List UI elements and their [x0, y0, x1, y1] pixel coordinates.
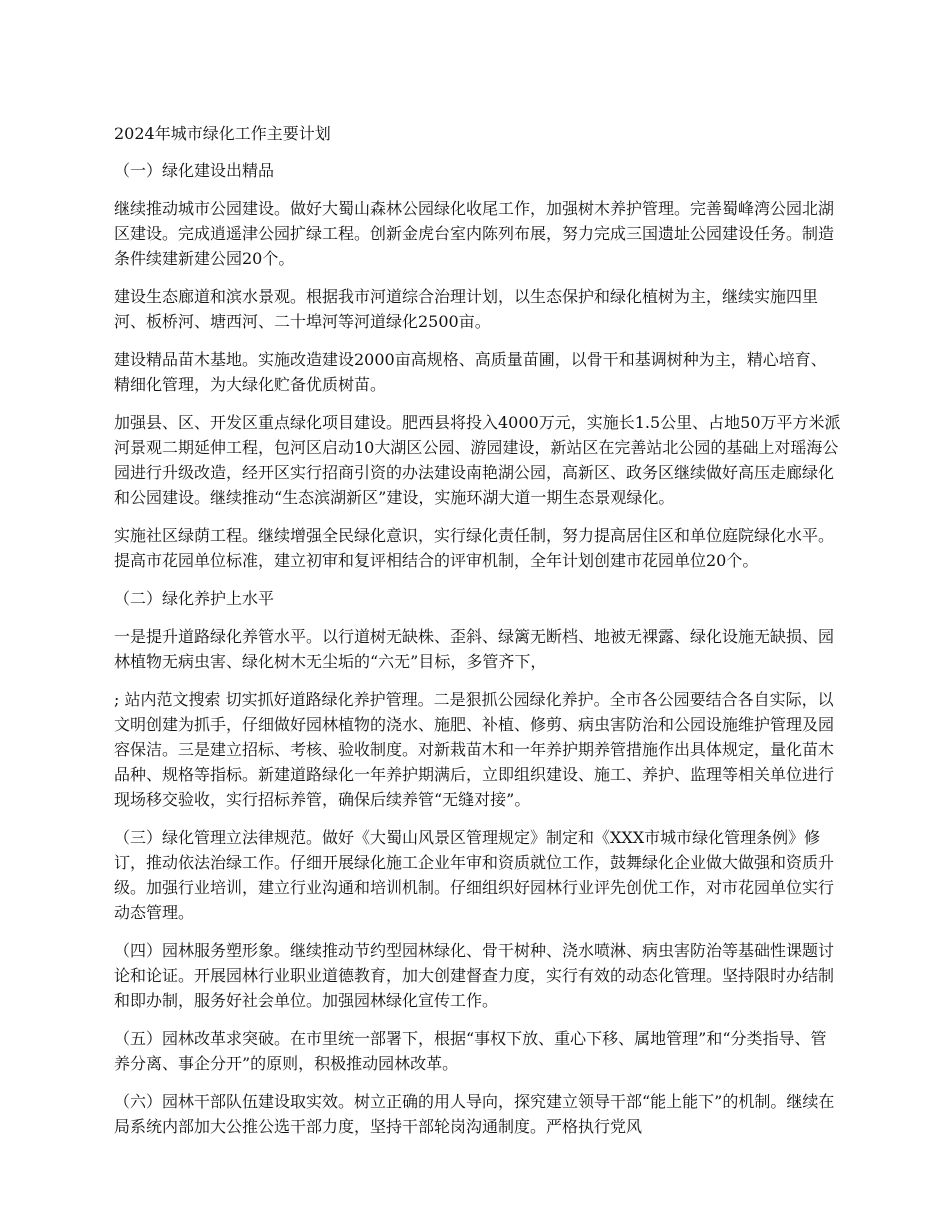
paragraph-road-maintenance: 一是提升道路绿化养管水平。以行道树无缺株、歪斜、绿篱无断档、地被无裸露、绿化设施无缺损、园林植物无病虫害、绿化树木无尘垢的“六无”目标，多管齐下，	[114, 627, 835, 671]
paragraph-park-maintenance: ; 站内范文搜索 切实抓好道路绿化养护管理。二是狠抓公园绿化养护。全市各公园要结合各自实际，以文明创建为抓手，仔细做好园林植物的浇水、施肥、补植、修剪、病虫害防治和公园设施维护管理及园容保洁。三是建立招标、考核、验收制度。对新栽苗木和一年养护期养管措施作出具体规定，量化苗木品种、规格等指标。新建道路绿化一年养护期满后，立即组织建设、施工、养护、监理等相关单位进行现场移交验收，实行招标养管，确保后续养管“无缝对接”。	[114, 690, 835, 809]
section-heading-1: （一）绿化建设出精品	[114, 161, 275, 180]
paragraph-community-greening: 实施社区绿荫工程。继续增强全民绿化意识，实行绿化责任制，努力提高居住区和单位庭院绿化水平。提高市花园单位标准，建立初审和复评相结合的评审机制，全年计划创建市花园单位20个。	[114, 526, 835, 570]
paragraph-nursery-base: 建设精品苗木基地。实施改造建设2000亩高规格、高质量苗圃，以骨干和基调树种为主，精心培育、精细化管理，为大绿化贮备优质树苗。	[114, 350, 827, 394]
document-page	[114, 122, 842, 1152]
paragraph-cadre-team: （六）园林干部队伍建设取实效。树立正确的用人导向，探究建立领导干部“能上能下”的机制。继续在局系统内部加大公推公选干部力度，坚持干部轮岗沟通制度。严格执行党风	[114, 1092, 835, 1136]
paragraph-legal-regulation: （三）绿化管理立法律规范。做好《大蜀山风景区管理规定》制定和《XXX市城市绿化管理条例》修订，推动依法治绿工作。仔细开展绿化施工企业年审和资质就位工作，鼓舞绿化企业做大做强和资质升级。加强行业培训，建立行业沟通和培训机制。仔细组织好园林行业评先创优工作，对市花园单位实行动态管理。	[114, 828, 835, 922]
paragraph-service-image: （四）园林服务塑形象。继续推动节约型园林绿化、骨干树种、浇水喷淋、病虫害防治等基础性课题讨论和论证。开展园林行业职业道德教育，加大创建督查力度，实行有效的动态化管理。坚持限时办结制和即办制，服务好社会单位。加强园林绿化宣传工作。	[114, 941, 835, 1010]
paragraph-ecological-corridor: 建设生态廊道和滨水景观。根据我市河道综合治理计划，以生态保护和绿化植树为主，继续实施四里河、板桥河、塘西河、二十埠河等河道绿化2500亩。	[114, 287, 819, 331]
paragraph-key-projects: 加强县、区、开发区重点绿化项目建设。肥西县将投入4000万元，实施长1.5公里、占地50万平方米派河景观二期延伸工程，包河区启动10大湖区公园、游园建设，新站区在完善站北公园的基础上对瑶海公园进行升级改造，经开区实行招商引资的办法建设南艳湖公园，高新区、政务区继续做好高压走廊绿化和公园建设。继续推动“生态滨湖新区”建设，实施环湖大道一期生态景观绿化。	[114, 413, 841, 507]
paragraph-reform: （五）园林改革求突破。在市里统一部署下，根据“事权下放、重心下移、属地管理”和“分类指导、管养分离、事企分开”的原则，积极推动园林改革。	[114, 1029, 827, 1073]
section-heading-2: （二）绿化养护上水平	[114, 589, 275, 608]
paragraph-park-construction: 继续推动城市公园建设。做好大蜀山森林公园绿化收尾工作，加强树木养护管理。完善蜀峰湾公园北湖区建设。完成逍遥津公园扩绿工程。创新金虎台室内陈列布展，努力完成三国遗址公园建设任务。制造条件续建新建公园20个。	[114, 199, 835, 268]
document-title: 2024年城市绿化工作主要计划	[114, 124, 331, 143]
